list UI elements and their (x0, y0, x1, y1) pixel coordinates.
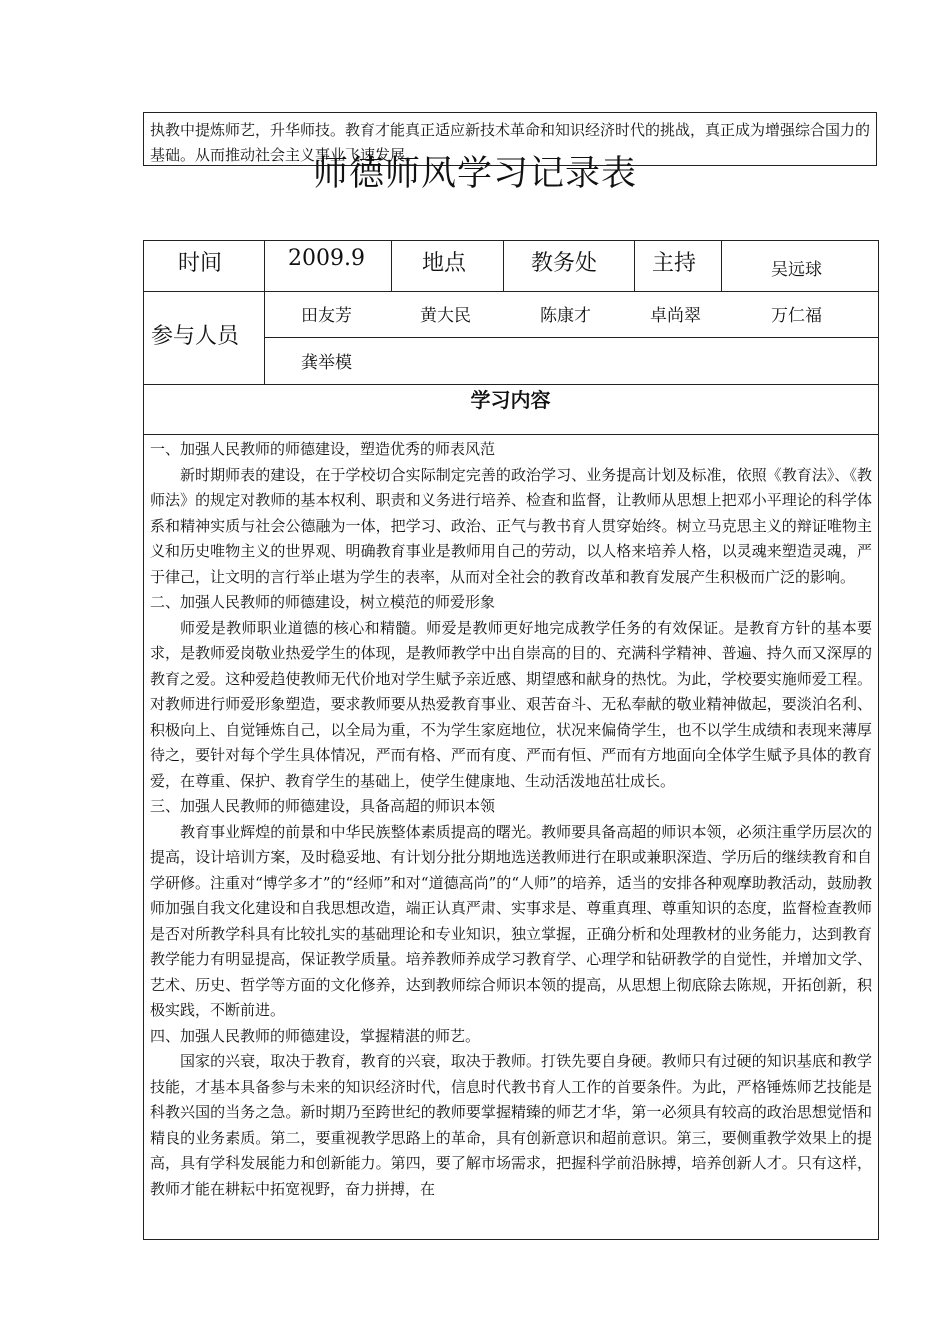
table-rule (264, 337, 879, 338)
table-rule (264, 240, 265, 384)
participant-name: 田友芳 (301, 306, 352, 326)
host-label: 主持 (652, 251, 697, 276)
table-rule (391, 240, 392, 291)
table-rule (143, 434, 879, 435)
document-title: 师德师风学习记录表 (312, 154, 637, 194)
participant-name: 万仁福 (771, 306, 822, 326)
content-paragraph: 新时期师表的建设，在于学校切合实际制定完善的政治学习、业务提高计划及标准，依照《教育法》、《教师法》的规定对教师的基本权利、职责和义务进行培养、检查和监督，让教师从思想上把邓小平理论的科学体系和精神实质与社会公德融为一体，把学习、政治、正气与教书育人贯穿始终。树立马克思主义的辩证唯物主义和历史唯物主义的世界观、明确教育事业是教师用自己的劳动，以人格来培养人格，以灵魂来塑造灵魂，严于律己，让文明的言行举止堪为学生的表率，从而对全社会的教育改革和教育发展产生积极而广泛的影响。 (150, 465, 872, 586)
place-label: 地点 (422, 251, 467, 276)
table-rule (503, 240, 504, 291)
content-paragraph: 教育事业辉煌的前景和中华民族整体素质提高的曙光。教师要具备高超的师识本领，必须注重学历层次的提高，设计培训方案，及时稳妥地、有计划分批分期地选送教师进行在职或兼职深造、学历后的继续教育和自学研修。注重对“博学多才”的“经师”和对“道德高尚”的“人师”的培养，适当的安排各种观摩助教活动，鼓励教师加强自我文化建设和自我思想改造，端正认真严肃、实事求是、尊重真理、尊重知识的态度，监督检查教师是否对所教学科具有比较扎实的基础理论和专业知识，独立掌握，正确分析和处理教材的业务能力，达到教育教学能力有明显提高，保证教学质量。培养教师养成学习教育学、心理学和钻研教学的自觉性，并增加文学、艺术、历史、哲学等方面的文化修养，达到教师综合师识本领的提高，从思想上彻底除去陈规，开拓创新，积极实践，不断前进。 (150, 822, 872, 1019)
study-content (150, 437, 872, 1202)
content-heading: 一、加强人民教师的师德建设，塑造优秀的师表风范 (150, 440, 496, 458)
participant-name: 卓尚翠 (650, 306, 701, 326)
participant-name: 龚举模 (301, 353, 352, 373)
time-value: 2009.9 (288, 246, 365, 271)
participant-name: 陈康才 (540, 306, 591, 326)
host-value: 吴远球 (771, 260, 822, 280)
content-heading: 三、加强人民教师的师德建设，具备高超的师识本领 (150, 797, 496, 815)
section-title: 学习内容 (470, 388, 551, 412)
top-note-text: 执教中提炼师艺，升华师技。教育才能真正适应新技术革命和知识经济时代的挑战，真正成为增强综合国力的基础。从而推动社会主义事业飞速发展。 (150, 121, 871, 164)
content-heading: 二、加强人民教师的师德建设，树立模范的师爱形象 (150, 593, 496, 611)
table-rule (721, 240, 722, 291)
place-value: 教务处 (531, 251, 598, 276)
table-rule (143, 291, 879, 292)
content-heading: 四、加强人民教师的师德建设，掌握精湛的师艺。 (150, 1026, 481, 1045)
content-paragraph: 国家的兴衰，取决于教育，教育的兴衰，取决于教师。打铁先要自身硬。教师只有过硬的知识基底和教学技能，才基本具备参与未来的知识经济时代，信息时代教书育人工作的首要条件。为此，严格锤炼师艺技能是科教兴国的当务之急。新时期乃至跨世纪的教师要掌握精臻的师艺才华，第一必须具有较高的政治思想觉悟和精良的业务素质。第二，要重视教学思路上的革命，具有创新意识和超前意识。第三，要侧重教学效果上的提高，具有学科发展能力和创新能力。第四，要了解市场需求，把握科学前沿脉搏，培养创新人才。只有这样，教师才能在耕耘中拓宽视野，奋力拼搏，在 (150, 1052, 872, 1198)
participants-label: 参与人员 (151, 324, 240, 349)
table-rule (634, 240, 635, 291)
participant-name: 黄大民 (420, 306, 471, 326)
time-label: 时间 (178, 251, 223, 276)
content-paragraph: 师爱是教师职业道德的核心和精髓。师爱是教师更好地完成教学任务的有效保证。是教育方针的基本要求，是教师爱岗敬业热爱学生的体现，是教师教学中出自崇高的目的、充满科学精神、普遍、持久而又深厚的教育之爱。这种爱趋使教师无代价地对学生赋予亲近感、期望感和献身的热忱。为此，学校要实施师爱工程。对教师进行师爱形象塑造，要求教师要从热爱教育事业、艰苦奋斗、无私奉献的敬业精神做起，要淡泊名利、积极向上、自觉锤炼自己，以全局为重，不为学生家庭地位，状况来偏倚学生，也不以学生成绩和表现来薄厚待之，要针对每个学生具体情况，严而有格、严而有度、严而有恒、严而有方地面向全体学生赋予具体的教育爱，在尊重、保护、教育学生的基础上，使学生健康地、生动活泼地茁壮成长。 (150, 618, 872, 790)
